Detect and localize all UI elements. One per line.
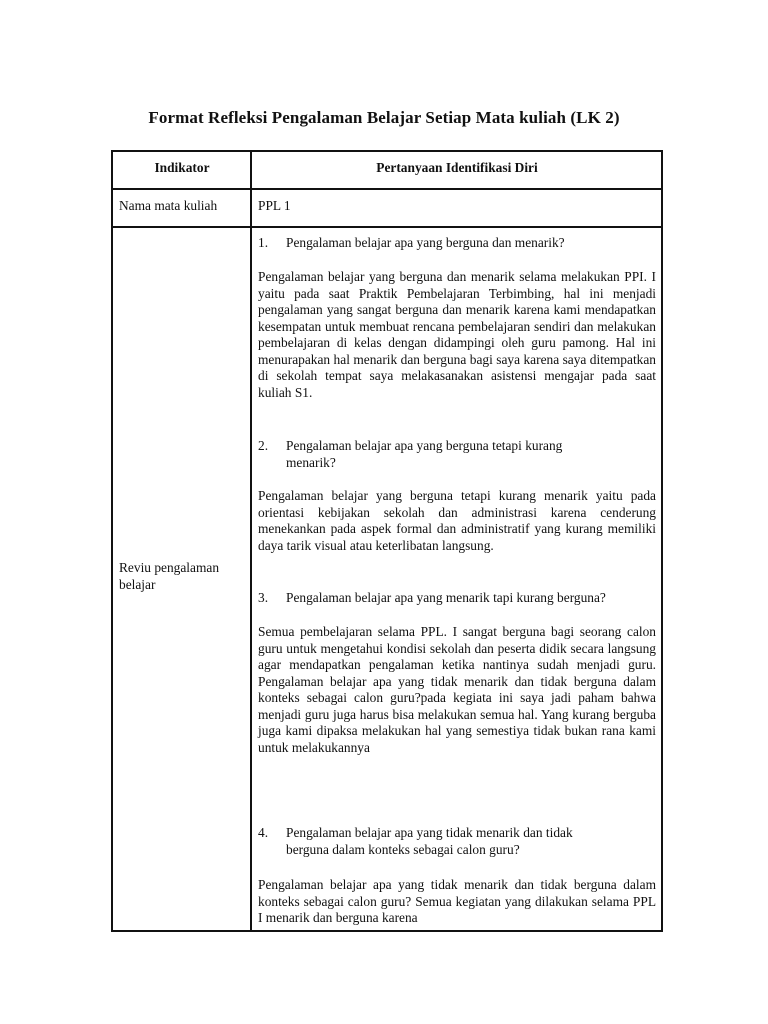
- question-number: 3.: [258, 590, 269, 605]
- answer-1: Pengalaman belajar yang berguna dan menarik selama melakukan PPI. I yaitu pada saat Praktik Pembelajaran Terbimbing, hal ini menjadi pengalaman yang sangat berguna dan menarik karena kami mendapatkan kesempatan untuk membuat rencana pembelajaran sendiri dan melakukan pembelajaran di kelas dengan didampingi oleh guru pamong. Hal ini menurapakan hal menarik dan berguna bagi saya karena saya ditempatkan di sekolah tempat saya melakasanakan asistensi mengajar pada saat kuliah S1.: [258, 269, 656, 400]
- answer-4: Pengalaman belajar apa yang tidak menarik dan tidak berguna dalam konteks sebagai calon guru? Semua kegiatan yang dilakukan selama PPL I menarik dan berguna karena: [258, 877, 656, 925]
- row-divider-header: [113, 188, 661, 190]
- answer-3: Semua pembelajaran selama PPL. I sangat berguna bagi seorang calon guru untuk mengetahui kondisi sekolah dan peserta didik secara langsung agar mendapatkan pengalaman ketika nantinya sudah menjadi guru. Pengalaman belajar apa yang tidak menarik dan tidak berguna dalam konteks sebagai calon guru?pada kegiata ini saya jadi paham bahwa menjadi guru juga harus bisa melakukan semua hal. Yang kurang berguba juga kami dipaksa melakukan hal yang semestiya tidak bukan rana kami untuk melakukannya: [258, 624, 656, 755]
- question-1: [258, 235, 658, 252]
- reflection-table: [111, 150, 663, 932]
- answer-2: Pengalaman belajar yang berguna tetapi kurang menarik yaitu pada orientasi kebijakan sekolah dan administrasi karena cenderung menekankan pada aspek formal dan administratif yang kurang memiliki daya tarik visual atau keterlibatan langsung.: [258, 488, 656, 553]
- document-title: Format Refleksi Pengalaman Belajar Setiap Mata kuliah (LK 2): [148, 108, 620, 127]
- question-text: Pengalaman belajar apa yang tidak menarik dan tidak berguna dalam konteks sebagai calon guru?: [286, 825, 573, 857]
- question-4: [258, 825, 658, 858]
- review-label: Reviu pengalaman belajar: [119, 560, 220, 592]
- question-3: [258, 590, 658, 607]
- course-name-label: Nama mata kuliah: [119, 198, 218, 213]
- header-pertanyaan: Pertanyaan Identifikasi Diri: [376, 160, 538, 175]
- question-number: 1.: [258, 235, 269, 250]
- question-number: 4.: [258, 825, 269, 840]
- question-number: 2.: [258, 438, 269, 453]
- header-indikator: Indikator: [154, 160, 210, 175]
- question-text: Pengalaman belajar apa yang menarik tapi kurang berguna?: [286, 590, 606, 605]
- question-2: [258, 438, 658, 471]
- question-text: Pengalaman belajar apa yang berguna dan menarik?: [286, 235, 565, 250]
- row-divider-course: [113, 226, 661, 228]
- question-text: Pengalaman belajar apa yang berguna tetapi kurang menarik?: [286, 438, 563, 470]
- course-name-value: PPL 1: [258, 198, 291, 213]
- column-divider: [250, 152, 252, 930]
